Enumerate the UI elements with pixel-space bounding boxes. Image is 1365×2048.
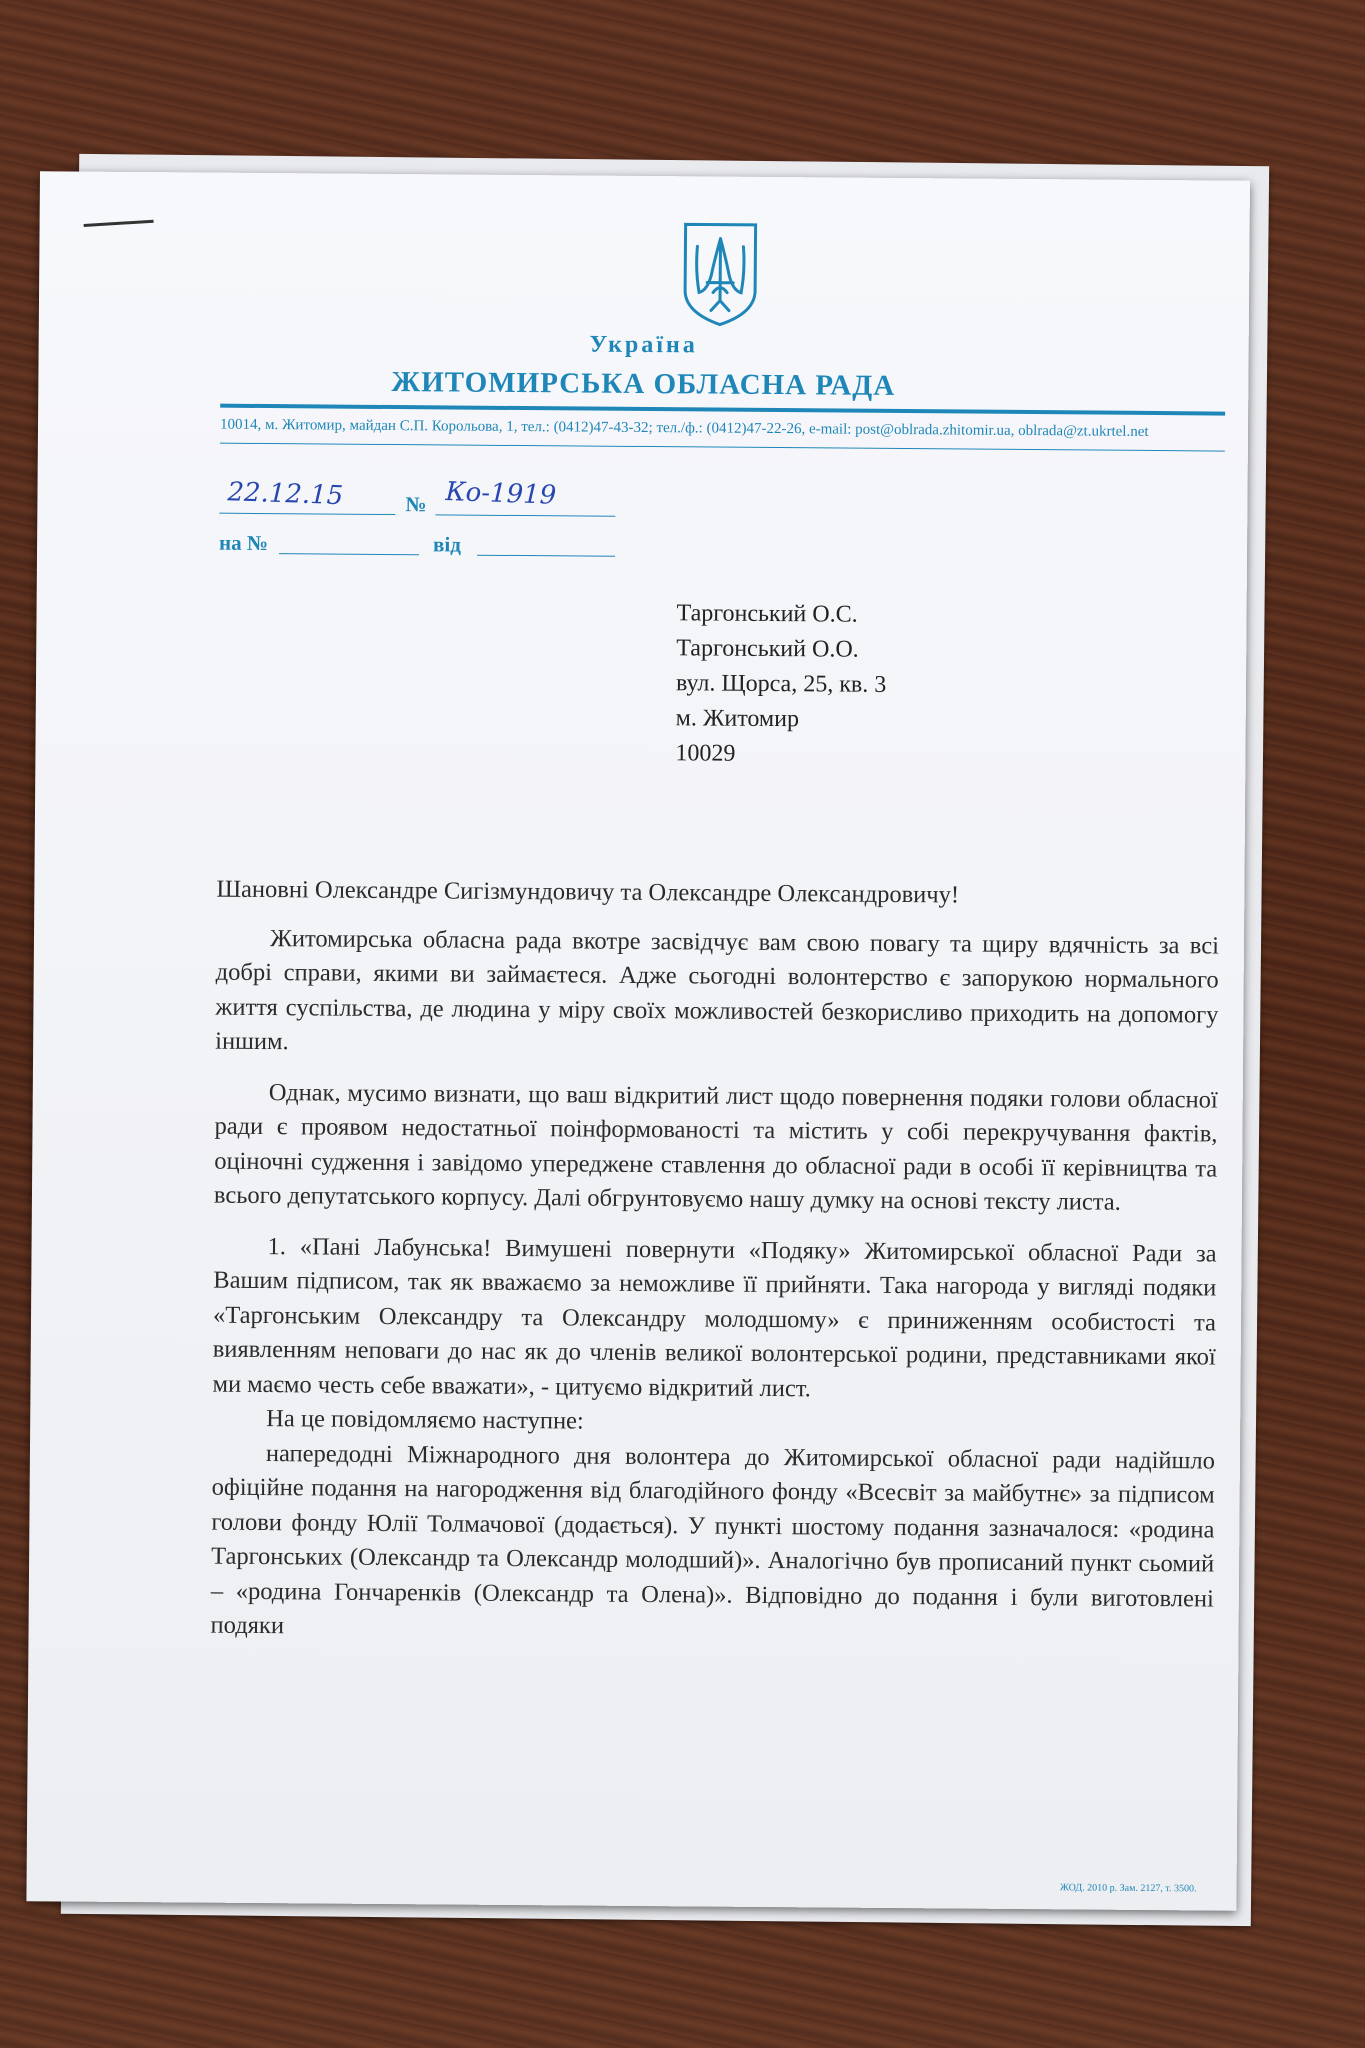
letterhead-country: Україна bbox=[589, 331, 698, 359]
paragraph: Житомирська обласна рада вкотре засвідчує вам свою повагу та щиру вдячність за всі добрі справи, якими ви займаєтеся. Адже сьогодні волонтерство є запорукою нормального життя суспільства, де людина у міру своїх можливостей безкорисливо приходить на допомогу іншим. bbox=[215, 924, 1220, 1056]
reply-label: на № bbox=[219, 530, 269, 556]
addressee-line: вул. Щорса, 25, кв. 3 bbox=[675, 670, 887, 698]
letterhead-rule-thin bbox=[220, 443, 1225, 452]
print-footnote: ЖОД. 2010 р. Зам. 2127, т. 3500. bbox=[1059, 1882, 1197, 1895]
addressee-block bbox=[675, 596, 887, 773]
letterhead-contacts: 10014, м. Житомир, майдан С.П. Корольова, 1, тел.: (0412)47-43-32; тел./ф.: (0412)47-22-26, e-mail: post@oblrada.zhitomir.ua, oblrada@zt.ukrtel.net bbox=[219, 416, 1149, 440]
letterhead-rule bbox=[220, 404, 1225, 416]
coat-of-arms-icon bbox=[681, 220, 760, 329]
reply-number-field bbox=[279, 525, 419, 555]
letter-body bbox=[210, 873, 1219, 1651]
addressee-line: м. Житомир bbox=[675, 705, 800, 733]
paragraph: напередодні Міжнародного дня волонтера до Житомирської обласної ради надійшло офіційне подання на нагородження від благодійного фонду «Всесвіт за майбутнє» за підписом голови фонду Юлії Толмачової (додається). У пункті шостому подання зазначалося: «родина Таргонських (Олександр та Олександр молодший)». Аналогічно був прописаний пункт сьомий – «родина Гончаренків (Олександр та Олена)». Відповідно до подання і були виготовлені подяки bbox=[210, 1439, 1216, 1640]
number-handwritten: Ко-1919 bbox=[445, 477, 557, 511]
date-handwritten: 22.12.15 bbox=[227, 477, 344, 512]
letter-page bbox=[26, 171, 1250, 1910]
number-label: № bbox=[405, 492, 427, 517]
quoted-item: 1. «Пані Лабунська! Вимушені повернути «Подяку» Житомирської обласної Ради за Вашим підписом, так як вважаємо за неможливе її прийняти. Така нагорода у вигляді подяки «Таргонським Олександру та Олександру молодшому» є приниженням особистості та виявленням неповаги до нас як до членів великої волонтерської родини, представниками якої ми маємо честь себе вважати», - цитуємо відкритий лист. bbox=[212, 1232, 1217, 1402]
from-label: від bbox=[433, 532, 462, 557]
paragraph: Однак, мусимо визнати, що ваш відкритий лист щодо повернення подяки голови обласної ради є проявом недостатньої поінформованості та містить у собі перекручування фактів, оціночні судження і завідомо упереджене ставлення до обласної ради в особі її керівництва та всього депутатського корпусу. Далі обгрунтовуємо нашу думку на основі тексту листа. bbox=[213, 1078, 1218, 1216]
letterhead-council: ЖИТОМИРСЬКА ОБЛАСНА РАДА bbox=[391, 366, 896, 402]
addressee-line: Таргонський О.С. bbox=[676, 600, 858, 628]
pen-mark bbox=[84, 220, 154, 227]
addressee-line: 10029 bbox=[675, 740, 736, 767]
greeting: Шановні Олександре Сигізмундовичу та Олександре Олександровичу! bbox=[216, 875, 960, 909]
addressee-line: Таргонський О.О. bbox=[676, 635, 859, 663]
paragraph: На це повідомляємо наступне: bbox=[266, 1405, 584, 1435]
reply-date-field bbox=[477, 527, 615, 557]
